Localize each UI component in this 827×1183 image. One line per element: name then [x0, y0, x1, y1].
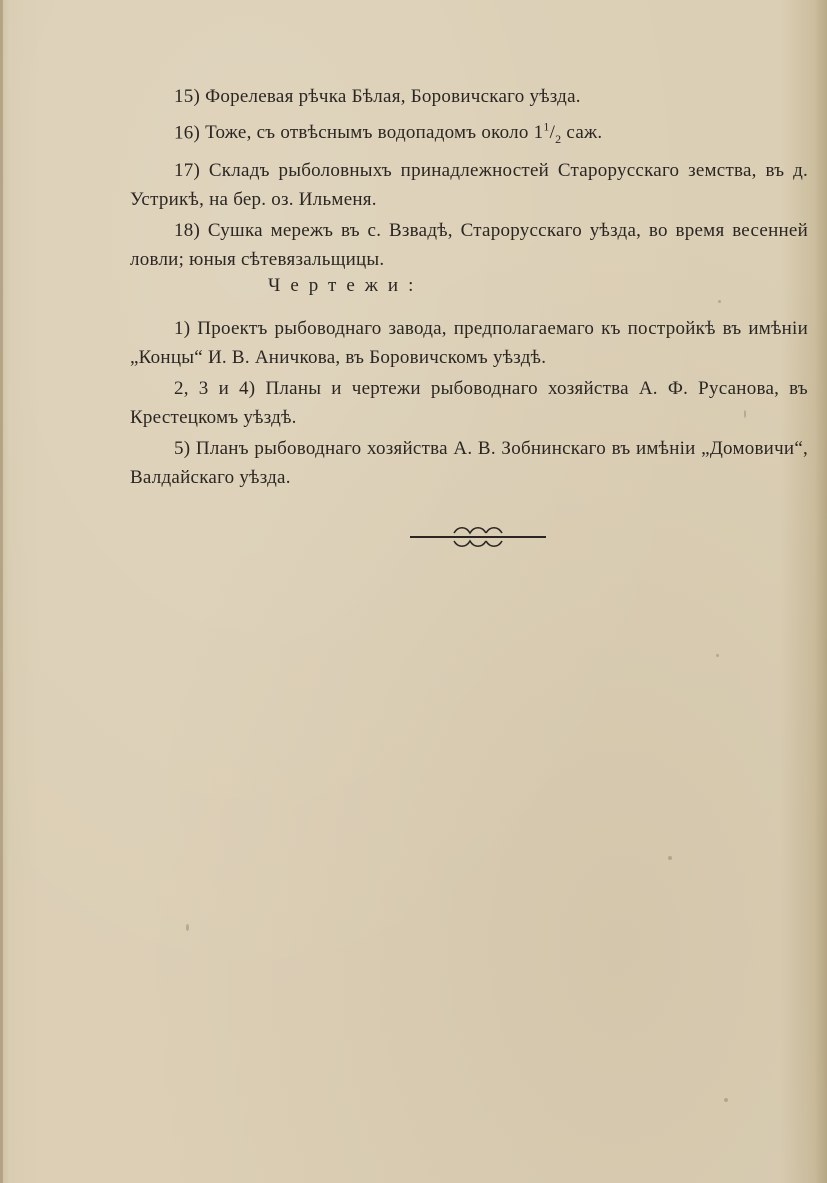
paper-speck — [186, 924, 189, 931]
drawings-list — [130, 314, 808, 494]
list-item-18 — [130, 216, 808, 274]
paper-speck — [718, 300, 721, 303]
item-text: Планъ рыбоводнаго хозяйства А. В. Зобнинскаго въ имѣніи „Домовичи“, Валдайскаго уѣзда. — [130, 438, 809, 488]
paper-speck — [716, 654, 719, 657]
list-item-16 — [130, 113, 808, 154]
fraction-numerator: 1 — [543, 120, 550, 134]
item-number: 1) — [174, 318, 191, 339]
photos-list — [130, 82, 808, 276]
item-number: 16) — [174, 122, 201, 144]
paper-speck — [724, 1098, 728, 1102]
paper-speck — [668, 856, 672, 860]
drawings-heading: Чертежи: — [268, 275, 424, 296]
page-edge-shadow — [0, 0, 3, 1183]
item-text: Сушка мережъ въ с. Взвадѣ, Старорусскаго уѣзда, во время весенней ловли; юныя сѣтевязальщицы. — [130, 220, 809, 271]
drawing-item-5 — [130, 434, 808, 492]
paper-speck — [744, 410, 746, 418]
item-text: Планы и чертежи рыбоводнаго хозяйства А. Ф. Русанова, въ Крестецкомъ уѣздѣ. — [130, 378, 808, 428]
list-item-15 — [130, 82, 808, 111]
ornament-divider — [410, 522, 546, 552]
item-number: 5) — [174, 438, 191, 459]
item-text: Форелевая рѣчка Бѣлая, Боровичскаго уѣзда. — [205, 86, 581, 107]
item-text: Проектъ рыбоводнаго завода, предполагаемаго къ постройкѣ въ имѣніи „Концы“ И. В. Аничкова, въ Боровичскомъ уѣздѣ. — [130, 318, 809, 368]
item-text: Тоже, съ отвѣснымъ водопадомъ около $1^1/_2$ саж. — [205, 120, 603, 147]
item-number: 2, 3 и 4) — [174, 378, 256, 399]
item-text: Складъ рыболовныхъ принадлежностей Старорусскаго земства, въ д. Устрикѣ, на бер. оз. Ильменя. — [130, 160, 809, 211]
item-number: 15) — [174, 86, 201, 107]
item-number: 18) — [174, 220, 201, 242]
drawing-item-1 — [130, 314, 808, 372]
fraction-denominator: 2 — [555, 132, 562, 147]
drawing-item-2-4 — [130, 374, 808, 432]
item-number: 17) — [174, 160, 201, 182]
list-item-17 — [130, 156, 808, 214]
paper-speck — [360, 262, 364, 266]
